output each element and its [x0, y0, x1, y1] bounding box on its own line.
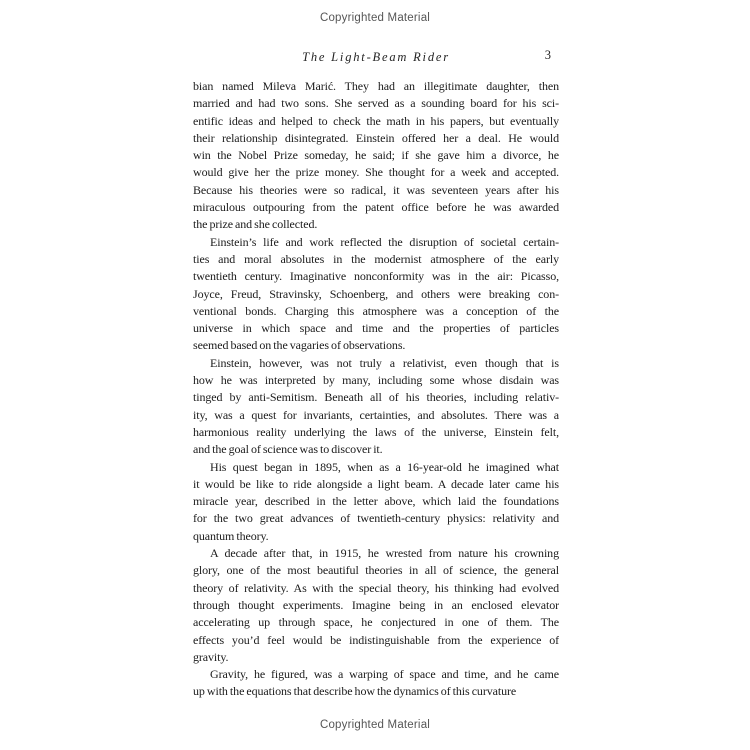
body-text-line: ties and moral absolutes in the modernist atmosphere of the early [193, 251, 559, 266]
page-number: 3 [544, 48, 551, 62]
body-text-line: through thought experiments. Imagine being in an enclosed elevator [193, 597, 559, 612]
body-text-line: seemed based on the vagaries of observations. [193, 338, 406, 353]
body-text-line: twentieth century. Imaginative nonconformity was in the air: Picasso, [193, 269, 559, 284]
body-text-line: effects you’d feel would be indistinguishable from the experience of [193, 632, 559, 647]
body-text-line: Gravity, he figured, was a warping of space and time, and he came [210, 667, 559, 682]
body-text-line: married and had two sons. She served as a sounding board for his sci- [193, 96, 559, 111]
copyright-notice-bottom: Copyrighted Material [319, 719, 431, 731]
body-text-line: tinged by anti-Semitism. Beneath all of his theories, including relativ- [193, 390, 559, 405]
body-text-line: Because his theories were so radical, it was seventeen years after his [193, 182, 559, 197]
body-text-line: theory of relativity. As with the special theory, his thinking had evolved [193, 580, 559, 595]
body-text-line: universe in which space and time and the properties of particles [193, 321, 559, 336]
body-text-line: glory, one of the most beautiful theories in all of science, the general [193, 563, 559, 578]
body-text-line: entific ideas and helped to check the math in his papers, but eventually [193, 113, 559, 128]
body-text-line: how he was interpreted by many, including some whose disdain was [193, 373, 559, 388]
body-text-line: miraculous outpouring from the patent office before he was awarded [193, 200, 559, 215]
body-text-line: their relationship disintegrated. Einstein offered her a deal. He would [193, 130, 559, 145]
body-text-line: win the Nobel Prize someday, he said; if she gave him a divorce, he [193, 148, 559, 163]
body-text-line: gravity. [193, 649, 229, 664]
body-text [193, 78, 559, 701]
body-text-line: for the two great advances of twentieth-century physics: relativity and [193, 511, 559, 526]
body-text-line: His quest began in 1895, when as a 16-year-old he imagined what [210, 459, 559, 474]
running-head [193, 48, 559, 64]
body-text-line: Einstein’s life and work reflected the disruption of societal certain- [210, 234, 559, 249]
body-text-line: ity, was a quest for invariants, certainties, and absolutes. There was a [193, 407, 559, 422]
body-text-line: A decade after that, in 1915, he wrested from nature his crowning [210, 546, 559, 561]
chapter-title: The Light-Beam Rider [302, 50, 450, 64]
body-text-line: bian named Mileva Marić. They had an illegitimate daughter, then [193, 79, 559, 93]
body-text-line: miracle year, described in the letter above, which laid the foundations [193, 494, 559, 509]
body-text-line: and the goal of science was to discover it. [193, 442, 383, 457]
body-text-line: Joyce, Freud, Stravinsky, Schoenberg, and others were breaking con- [193, 286, 559, 301]
body-text-line: Einstein, however, was not truly a relativist, even though that is [210, 355, 559, 370]
body-text-line: would give her the prize money. She thought for a week and accepted. [193, 165, 559, 180]
body-text-line: harmonious reality underlying the laws of the universe, Einstein felt, [193, 424, 559, 439]
body-text-line: the prize and she collected. [193, 217, 318, 232]
body-text-line: quantum theory. [193, 528, 269, 543]
copyright-notice-top: Copyrighted Material [319, 12, 431, 24]
body-text-line: it would be like to ride alongside a light beam. A decade later came his [193, 476, 559, 491]
body-text-line: up with the equations that describe how the dynamics of this curvature [193, 684, 517, 699]
body-text-line: accelerating up through space, he conjectured in one of them. The [193, 615, 559, 630]
body-text-line: ventional bonds. Charging this atmosphere was a conception of the [193, 303, 559, 318]
